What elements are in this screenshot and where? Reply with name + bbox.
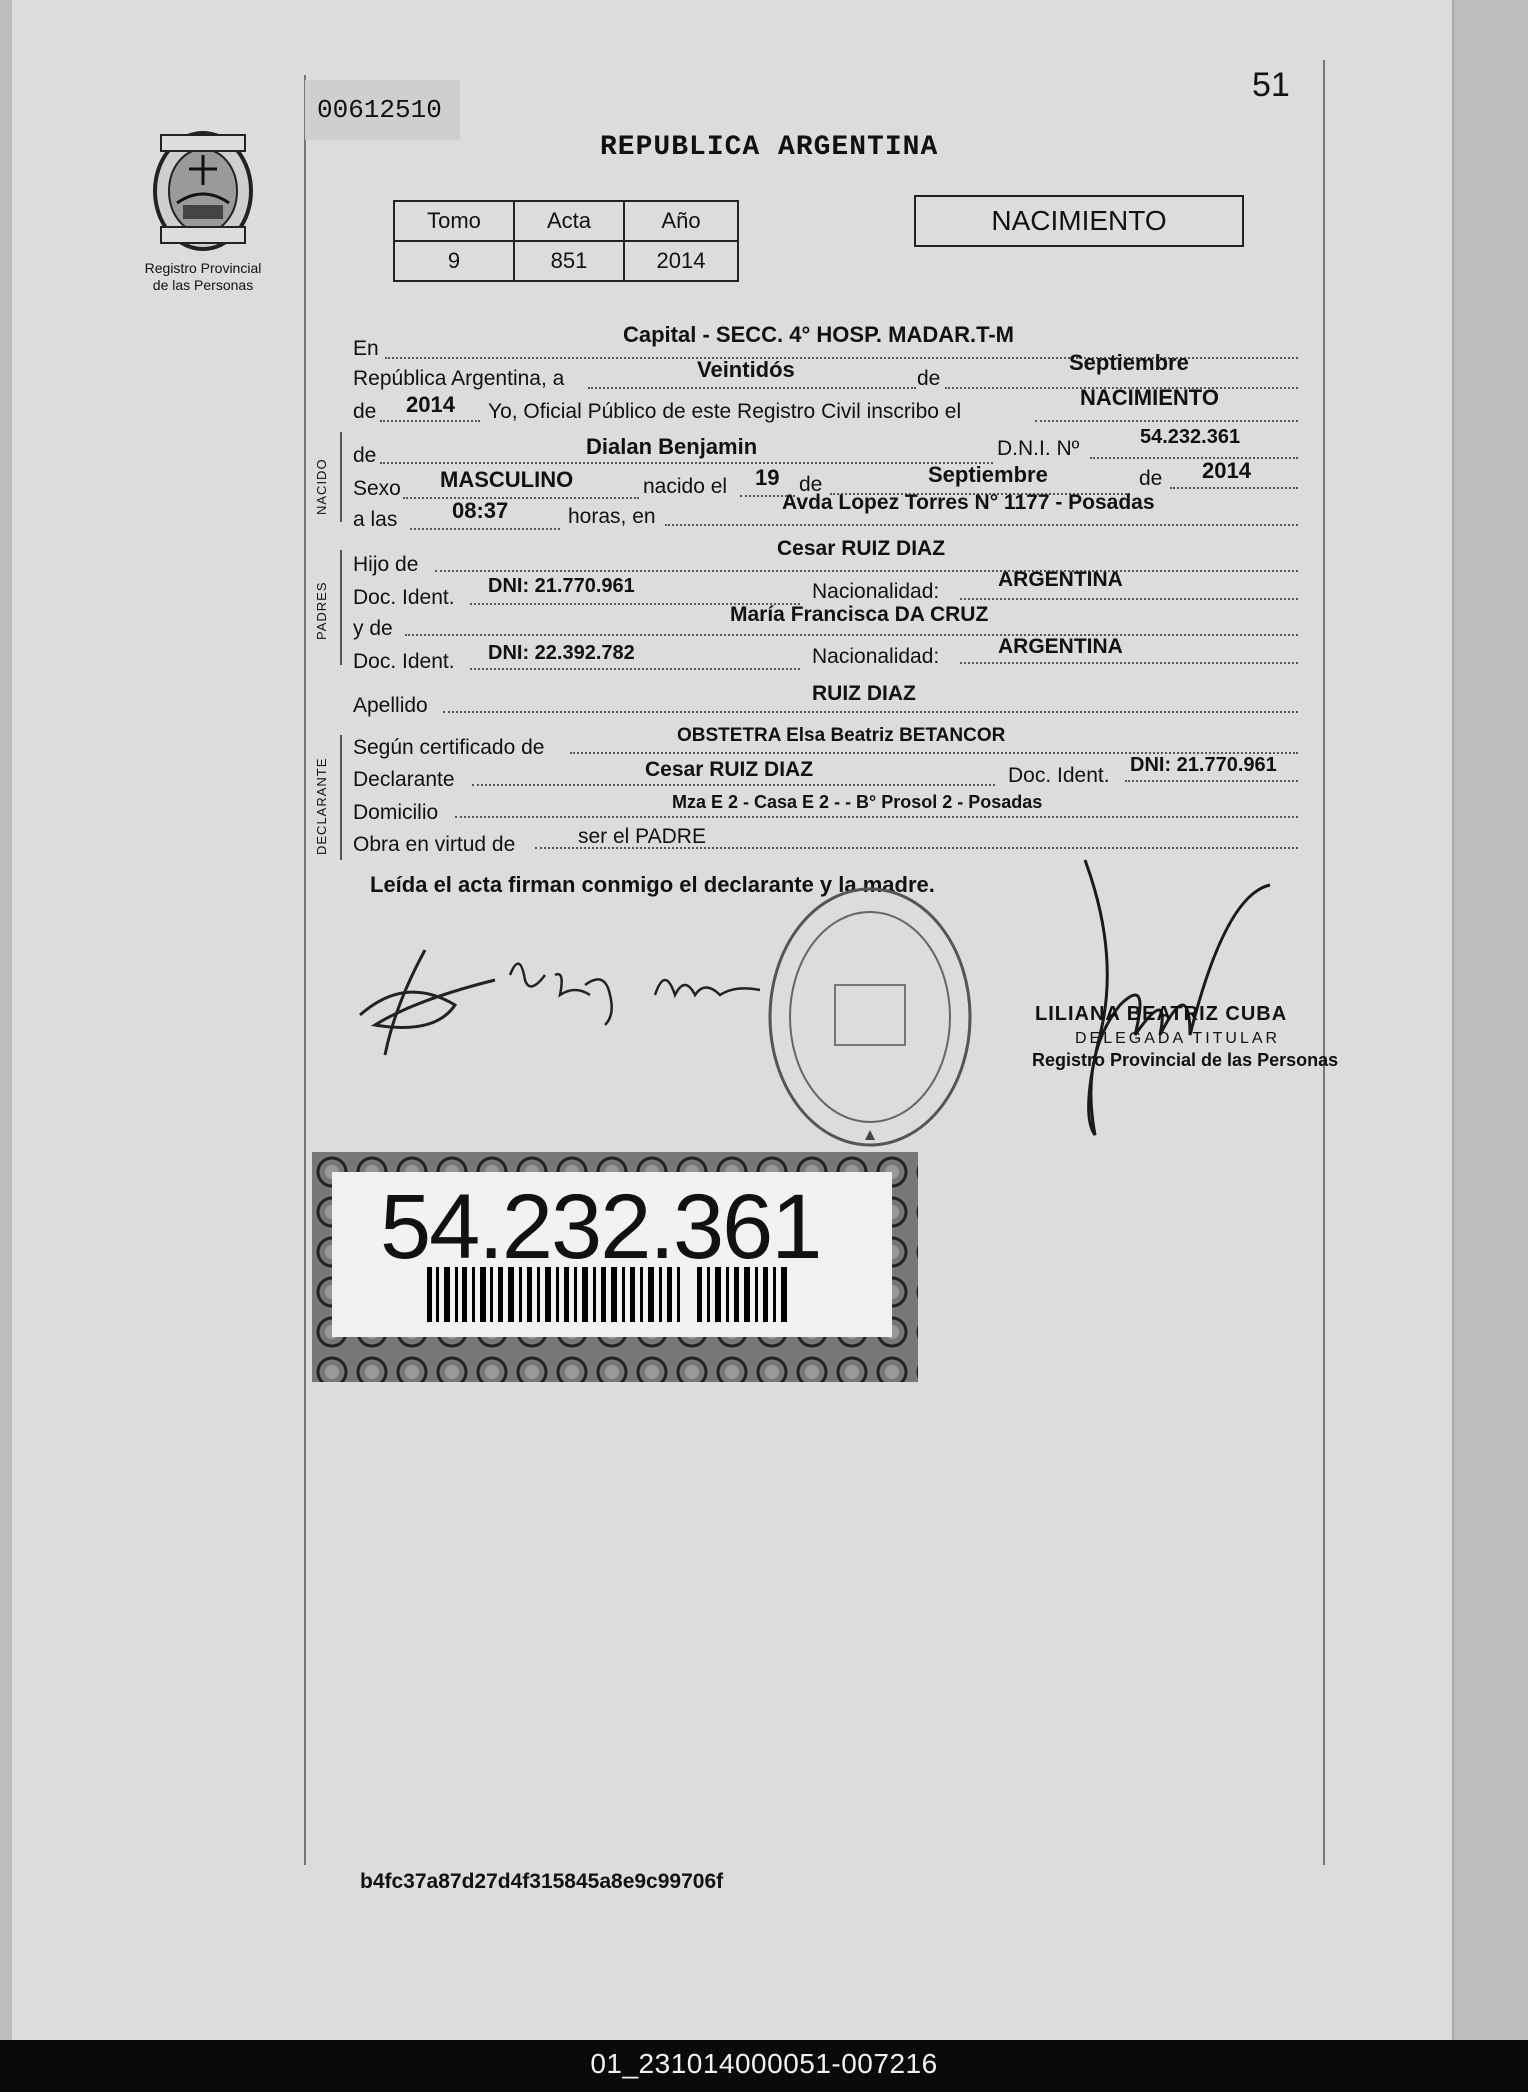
declarante-bracket — [340, 735, 342, 860]
officer-name: LILIANA BEATRIZ CUBA — [1035, 1003, 1288, 1025]
value-declarante: Cesar RUIZ DIAZ — [645, 758, 814, 781]
record-type-box: NACIMIENTO — [914, 195, 1244, 247]
acta-header: Acta — [514, 201, 624, 241]
value-mes-nac: Septiembre — [928, 462, 1048, 487]
dotted-line — [410, 528, 560, 530]
label-republica: República Argentina, a — [353, 367, 565, 390]
value-dia-texto: Veintidós — [697, 357, 795, 382]
label-y-de: y de — [353, 617, 393, 640]
dotted-line — [403, 497, 639, 499]
document-hash: b4fc37a87d27d4f315845a8e9c99706f — [360, 1870, 724, 1893]
officer-role: DELEGADA TITULAR — [1075, 1030, 1281, 1047]
label-de-3: de — [353, 444, 377, 467]
label-hijo-de: Hijo de — [353, 553, 419, 576]
value-madre: María Francisca DA CRUZ — [730, 603, 989, 626]
value-dia-nac: 19 — [755, 465, 780, 490]
label-doc-ident-2: Doc. Ident. — [353, 650, 455, 673]
logo-caption — [118, 260, 288, 294]
dotted-line — [665, 524, 1298, 526]
closing-statement: Leída el acta firman conmigo el declarante y la madre. — [370, 872, 935, 897]
anio-value: 2014 — [624, 241, 738, 281]
label-obra: Obra en virtud de — [353, 833, 516, 856]
value-virtud: ser el PADRE — [578, 825, 706, 848]
anio-header: Año — [624, 201, 738, 241]
label-apellido: Apellido — [353, 694, 428, 717]
dotted-line — [443, 711, 1298, 713]
dotted-line — [455, 816, 1298, 818]
label-doc-ident-3: Doc. Ident. — [1008, 764, 1110, 787]
label-nacionalidad-2: Nacionalidad: — [812, 645, 940, 668]
value-padre-doc: DNI: 21.770.961 — [488, 575, 635, 597]
dni-sticker-number: 54.232.361 — [380, 1176, 821, 1278]
label-dni: D.N.I. Nº — [997, 437, 1080, 460]
dotted-line — [380, 420, 480, 422]
value-declarante-doc: DNI: 21.770.961 — [1130, 754, 1277, 776]
acta-value: 851 — [514, 241, 624, 281]
logo-caption-line1: Registro Provincial — [144, 260, 262, 276]
value-padre: Cesar RUIZ DIAZ — [777, 537, 946, 560]
dotted-line — [1035, 420, 1298, 422]
label-yo-oficial: Yo, Oficial Público de este Registro Civil inscribo el — [488, 400, 962, 423]
label-de-1: de — [917, 367, 941, 390]
misiones-coat-of-arms-icon — [147, 125, 259, 255]
declarant-signature — [355, 945, 765, 1065]
value-lugar: Capital - SECC. 4° HOSP. MADAR.T-M — [623, 322, 1014, 347]
label-doc-ident-1: Doc. Ident. — [353, 586, 455, 609]
officer-signature — [1040, 855, 1280, 1145]
nacido-bracket — [340, 432, 342, 522]
dotted-line — [472, 784, 995, 786]
tomo-value: 9 — [394, 241, 514, 281]
label-en: En — [353, 337, 379, 360]
value-lugar-nac: Avda Lopez Torres N° 1177 - Posadas — [782, 491, 1155, 514]
value-madre-nac: ARGENTINA — [998, 635, 1123, 658]
label-horas-en: horas, en — [568, 505, 656, 528]
label-nacionalidad-1: Nacionalidad: — [812, 580, 940, 603]
officer-organization: Registro Provincial de las Personas — [1032, 1050, 1339, 1070]
section-declarante: DECLARANTE — [314, 757, 329, 855]
value-certificado: OBSTETRA Elsa Beatriz BETANCOR — [677, 725, 1006, 746]
right-margin-rule — [1323, 60, 1325, 1865]
footer-filename: 01_231014000051-007216 — [590, 2048, 938, 2079]
logo-caption-line2: de las Personas — [152, 277, 254, 293]
serial-number: 00612510 — [305, 80, 460, 140]
dotted-line — [960, 662, 1298, 664]
label-de-5: de — [1139, 467, 1163, 490]
label-a-las: a las — [353, 508, 398, 531]
dotted-line — [435, 570, 1298, 572]
label-de-4: de — [799, 473, 823, 496]
dotted-line — [405, 634, 1298, 636]
value-anio-nac: 2014 — [1202, 458, 1251, 483]
value-nombre: Dialan Benjamin — [586, 434, 758, 459]
padres-bracket — [340, 550, 342, 665]
label-de-2: de — [353, 400, 377, 423]
value-apellido: RUIZ DIAZ — [812, 682, 916, 705]
value-hora: 08:37 — [452, 498, 509, 523]
value-tipo: NACIMIENTO — [1080, 385, 1219, 410]
dotted-line — [588, 387, 916, 389]
value-mes-acta: Septiembre — [1069, 350, 1189, 375]
country-title: REPUBLICA ARGENTINA — [600, 132, 939, 163]
left-margin-rule — [304, 75, 306, 1865]
dotted-line — [1170, 487, 1298, 489]
tomo-acta-table — [393, 200, 739, 282]
label-domicilio: Domicilio — [353, 801, 439, 824]
dotted-line — [470, 668, 800, 670]
value-madre-doc: DNI: 22.392.782 — [488, 642, 635, 664]
label-declarante: Declarante — [353, 768, 455, 791]
section-padres: PADRES — [314, 581, 329, 640]
dotted-line — [380, 462, 993, 464]
tomo-header: Tomo — [394, 201, 514, 241]
value-sexo: MASCULINO — [440, 467, 574, 492]
section-nacido: NACIDO — [314, 458, 329, 515]
dotted-line — [960, 598, 1298, 600]
dotted-line — [1125, 780, 1298, 782]
label-nacido-el: nacido el — [643, 475, 728, 498]
value-domicilio: Mza E 2 - Casa E 2 - - B° Prosol 2 - Posadas — [672, 792, 1043, 812]
label-segun-certificado: Según certificado de — [353, 736, 545, 759]
dotted-line — [1090, 457, 1298, 459]
value-anio-acta: 2014 — [406, 392, 455, 417]
label-sexo: Sexo — [353, 477, 401, 500]
value-padre-nac: ARGENTINA — [998, 568, 1123, 591]
value-dni: 54.232.361 — [1140, 426, 1241, 448]
page-number: 51 — [1252, 66, 1290, 104]
official-seal-stamp — [765, 885, 975, 1150]
